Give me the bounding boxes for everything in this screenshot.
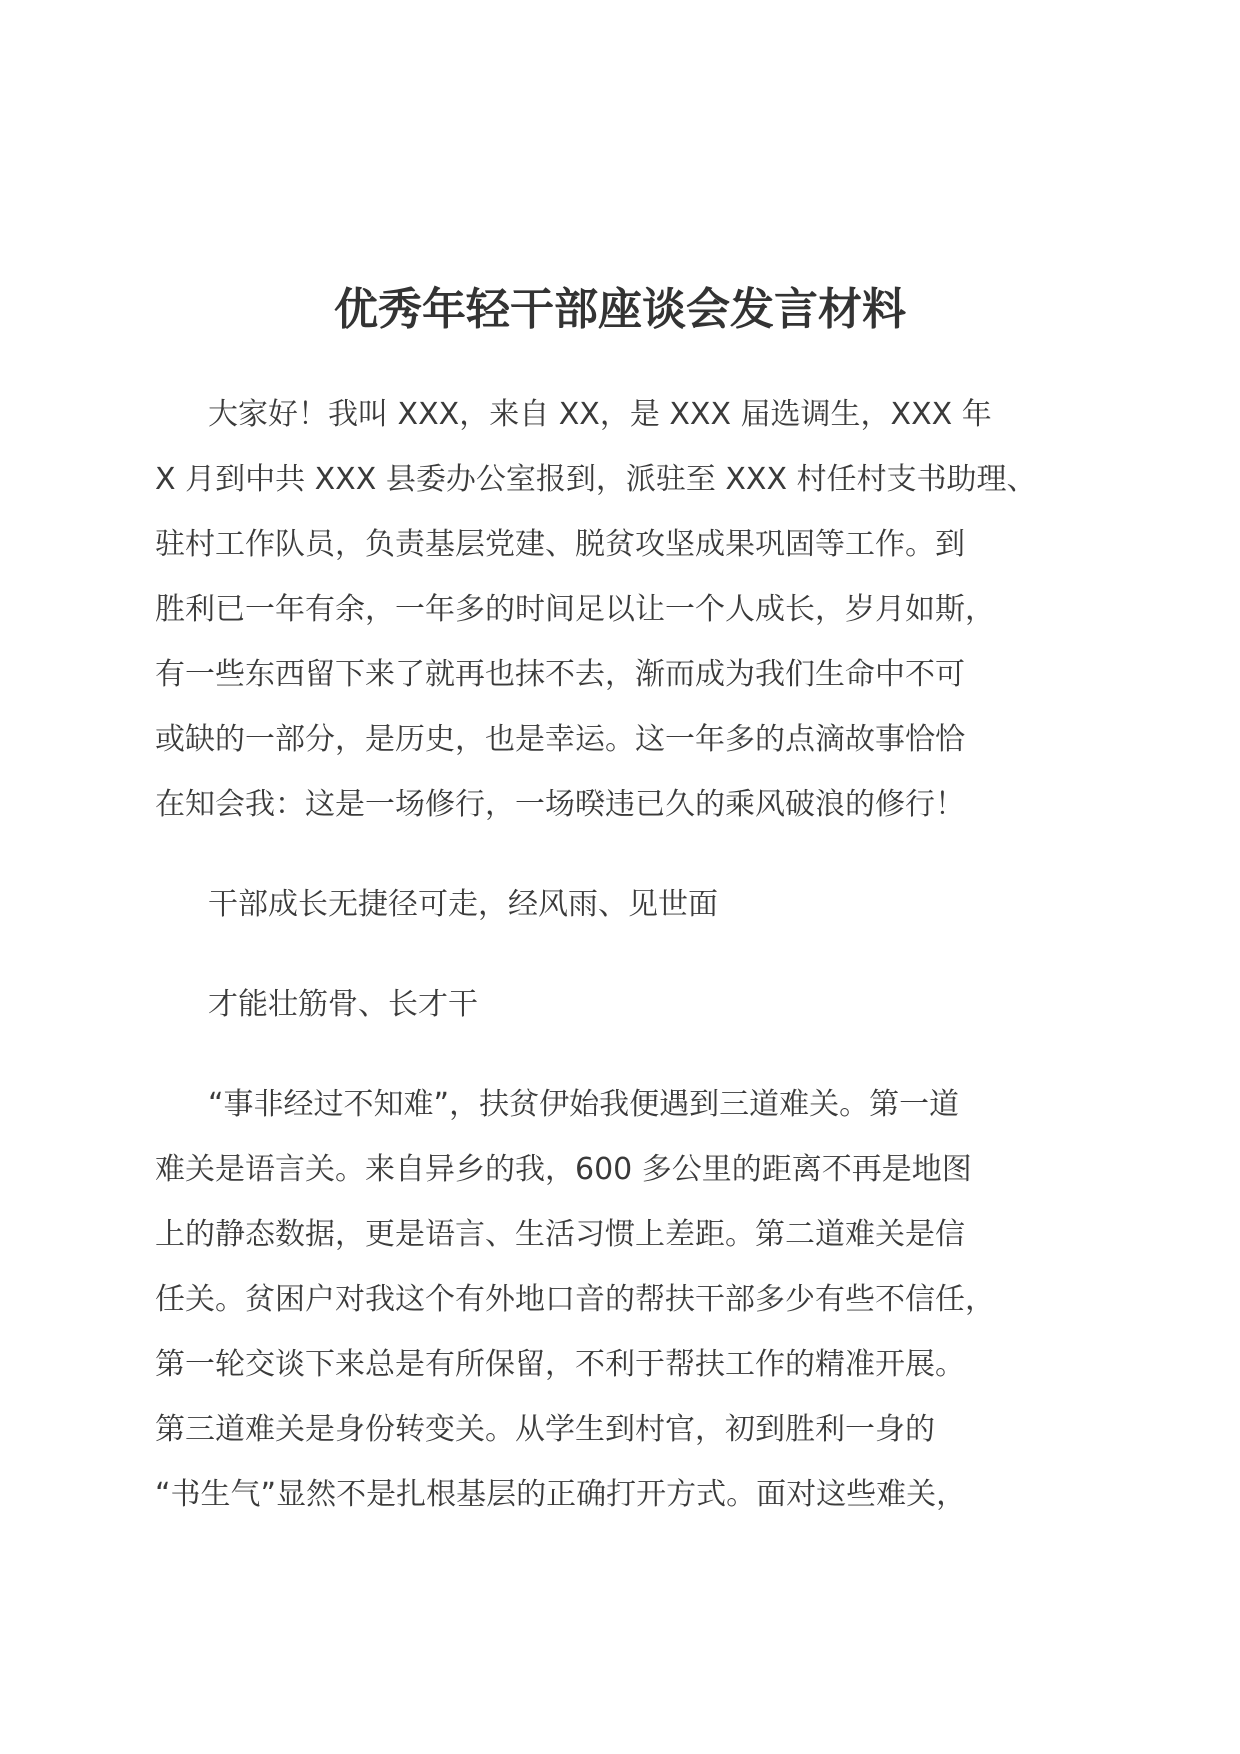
paragraph-line: X 月到中共 XXX 县委办公室报到，派驻至 XXX 村任村支书助理、: [155, 462, 1037, 497]
section-heading: 干部成长无捷径可走，经风雨、见世面: [208, 887, 718, 922]
paragraph-line: 胜利已一年有余，一年多的时间足以让一个人成长，岁月如斯，: [155, 592, 995, 627]
paragraph-line: “事非经过不知难”，扶贫伊始我便遇到三道难关。第一道: [208, 1087, 960, 1122]
paragraph-line: 第一轮交谈下来总是有所保留，不利于帮扶工作的精准开展。: [155, 1347, 965, 1382]
page-title: 优秀年轻干部座谈会发言材料: [334, 284, 906, 335]
paragraph-line: 难关是语言关。来自异乡的我，600 多公里的距离不再是地图: [155, 1152, 972, 1187]
paragraph-line: 或缺的一部分，是历史，也是幸运。这一年多的点滴故事恰恰: [155, 722, 965, 757]
paragraph-line: 驻村工作队员，负责基层党建、脱贫攻坚成果巩固等工作。到: [155, 527, 965, 562]
paragraph-line: “书生气”显然不是扎根基层的正确打开方式。面对这些难关，: [155, 1477, 967, 1512]
paragraph-line: 在知会我：这是一场修行，一场暌违已久的乘风破浪的修行！: [155, 787, 965, 822]
paragraph-line: 大家好！我叫 XXX，来自 XX，是 XXX 届选调生，XXX 年: [208, 397, 992, 432]
paragraph-line: 第三道难关是身份转变关。从学生到村官，初到胜利一身的: [155, 1412, 935, 1447]
section-heading: 才能壮筋骨、长才干: [208, 987, 478, 1022]
paragraph-line: 有一些东西留下来了就再也抹不去，渐而成为我们生命中不可: [155, 657, 965, 692]
paragraph-line: 任关。贫困户对我这个有外地口音的帮扶干部多少有些不信任，: [155, 1282, 995, 1317]
paragraph-line: 上的静态数据，更是语言、生活习惯上差距。第二道难关是信: [155, 1217, 965, 1252]
